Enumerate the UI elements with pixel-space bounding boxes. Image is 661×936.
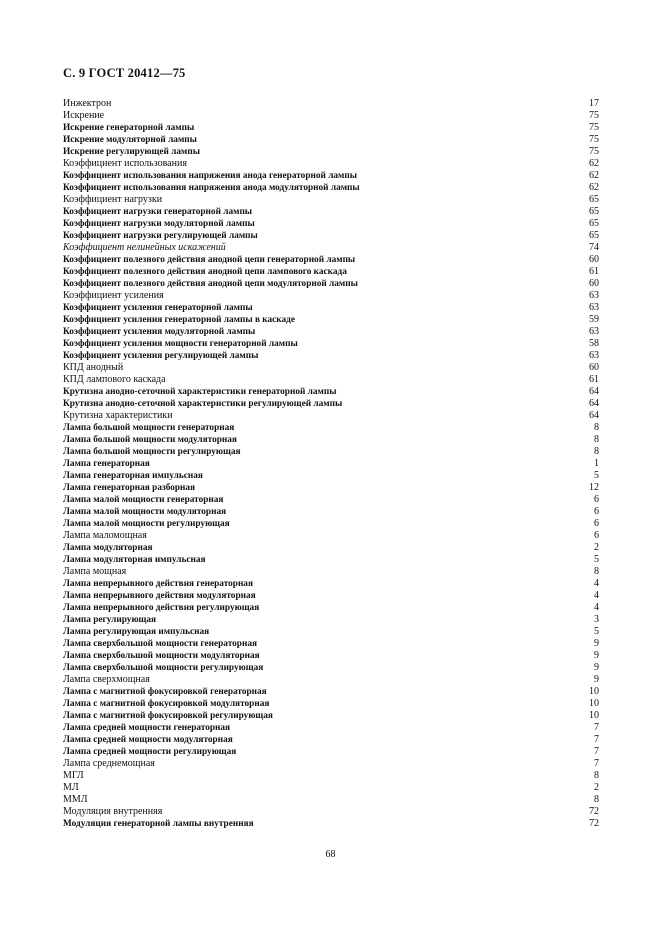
entry-term: Крутизна анодно-сеточной характеристики генераторной лампы bbox=[63, 387, 337, 397]
entry-term: Лампа малой мощности модуляторная bbox=[63, 507, 227, 517]
entry-term: Лампа средней мощности регулирующая bbox=[63, 747, 237, 757]
entry-term: Инжектрон bbox=[63, 98, 112, 109]
entry-page-number: 61 bbox=[589, 266, 599, 277]
entry-page-number: 12 bbox=[589, 482, 599, 493]
entry-page-number: 74 bbox=[589, 242, 599, 253]
index-entry bbox=[63, 110, 599, 122]
entry-page-number: 3 bbox=[594, 614, 599, 625]
entry-page-number: 75 bbox=[589, 110, 599, 121]
entry-page-number: 8 bbox=[594, 434, 599, 445]
index-entry bbox=[63, 362, 599, 374]
index-entry bbox=[63, 530, 599, 542]
index-entry bbox=[63, 278, 599, 290]
entry-page-number: 8 bbox=[594, 566, 599, 577]
index-list bbox=[63, 98, 599, 830]
entry-page-number: 5 bbox=[594, 626, 599, 637]
index-entry bbox=[63, 230, 599, 242]
entry-page-number: 62 bbox=[589, 170, 599, 181]
entry-term: Коэффициент усиления bbox=[63, 290, 164, 301]
entry-page-number: 64 bbox=[589, 410, 599, 421]
entry-page-number: 8 bbox=[594, 770, 599, 781]
index-entry bbox=[63, 638, 599, 650]
index-entry bbox=[63, 674, 599, 686]
index-entry bbox=[63, 290, 599, 302]
entry-page-number: 60 bbox=[589, 362, 599, 373]
entry-term: Коэффициент усиления мощности генераторной лампы bbox=[63, 339, 298, 349]
index-entry bbox=[63, 698, 599, 710]
entry-page-number: 75 bbox=[589, 122, 599, 133]
entry-term: Искрение bbox=[63, 110, 105, 121]
entry-term: Коэффициент нагрузки генераторной лампы bbox=[63, 207, 253, 217]
entry-page-number: 8 bbox=[594, 794, 599, 805]
entry-term: Коэффициент усиления генераторной лампы bbox=[63, 303, 253, 313]
entry-term: Искрение регулирующей лампы bbox=[63, 147, 200, 157]
entry-page-number: 65 bbox=[589, 206, 599, 217]
entry-term: Крутизна анодно-сеточной характеристики регулирующей лампы bbox=[63, 399, 343, 409]
entry-term: Лампа средней мощности генераторная bbox=[63, 723, 231, 733]
entry-page-number: 58 bbox=[589, 338, 599, 349]
entry-term: Лампа сверхбольшой мощности модуляторная bbox=[63, 651, 260, 661]
index-entry bbox=[63, 758, 599, 770]
entry-page-number: 6 bbox=[594, 506, 599, 517]
index-entry bbox=[63, 566, 599, 578]
index-entry bbox=[63, 194, 599, 206]
entry-term: Крутизна характеристики bbox=[63, 410, 173, 421]
entry-page-number: 5 bbox=[594, 470, 599, 481]
entry-term: Лампа сверхмощная bbox=[63, 674, 150, 685]
entry-term: Искрение модуляторной лампы bbox=[63, 135, 197, 145]
entry-page-number: 7 bbox=[594, 734, 599, 745]
entry-page-number: 75 bbox=[589, 134, 599, 145]
entry-page-number: 64 bbox=[589, 386, 599, 397]
index-entry bbox=[63, 710, 599, 722]
entry-term: Лампа модуляторная импульсная bbox=[63, 555, 206, 565]
index-entry bbox=[63, 794, 599, 806]
index-entry bbox=[63, 614, 599, 626]
entry-page-number: 60 bbox=[589, 278, 599, 289]
index-entry bbox=[63, 602, 599, 614]
index-entry bbox=[63, 782, 599, 794]
entry-term: Коэффициент использования напряжения анода генераторной лампы bbox=[63, 171, 358, 181]
index-entry bbox=[63, 746, 599, 758]
entry-page-number: 62 bbox=[589, 182, 599, 193]
entry-term: Лампа непрерывного действия генераторная bbox=[63, 579, 253, 589]
entry-term: Лампа с магнитной фокусировкой модуляторная bbox=[63, 699, 270, 709]
entry-term: Лампа с магнитной фокусировкой регулирующая bbox=[63, 711, 273, 721]
entry-term: ММЛ bbox=[63, 794, 88, 805]
index-entry bbox=[63, 350, 599, 362]
entry-term: Лампа генераторная bbox=[63, 459, 150, 469]
index-entry bbox=[63, 98, 599, 110]
index-entry bbox=[63, 734, 599, 746]
entry-page-number: 2 bbox=[594, 542, 599, 553]
index-entry bbox=[63, 146, 599, 158]
entry-page-number: 10 bbox=[589, 686, 599, 697]
entry-page-number: 60 bbox=[589, 254, 599, 265]
index-entry bbox=[63, 818, 599, 830]
entry-page-number: 59 bbox=[589, 314, 599, 325]
entry-page-number: 63 bbox=[589, 302, 599, 313]
entry-term: Лампа малой мощности генераторная bbox=[63, 495, 224, 505]
entry-page-number: 9 bbox=[594, 650, 599, 661]
entry-page-number: 10 bbox=[589, 698, 599, 709]
index-entry bbox=[63, 554, 599, 566]
index-entry bbox=[63, 590, 599, 602]
index-entry bbox=[63, 626, 599, 638]
index-entry bbox=[63, 254, 599, 266]
entry-page-number: 61 bbox=[589, 374, 599, 385]
entry-term: Коэффициент усиления генераторной лампы в каскаде bbox=[63, 315, 295, 325]
entry-term: Коэффициент нагрузки bbox=[63, 194, 163, 205]
entry-page-number: 63 bbox=[589, 326, 599, 337]
entry-term: Модуляция внутренняя bbox=[63, 806, 163, 817]
index-entry bbox=[63, 482, 599, 494]
entry-term: Модуляция генераторной лампы внутренняя bbox=[63, 819, 254, 829]
index-entry bbox=[63, 338, 599, 350]
index-entry bbox=[63, 170, 599, 182]
index-entry bbox=[63, 134, 599, 146]
entry-term: Лампа генераторная импульсная bbox=[63, 471, 203, 481]
entry-page-number: 7 bbox=[594, 722, 599, 733]
index-entry bbox=[63, 266, 599, 278]
entry-term: Лампа генераторная разборная bbox=[63, 483, 196, 493]
entry-page-number: 8 bbox=[594, 422, 599, 433]
entry-term: МЛ bbox=[63, 782, 79, 793]
entry-page-number: 7 bbox=[594, 758, 599, 769]
index-entry bbox=[63, 686, 599, 698]
entry-term: Лампа большой мощности модуляторная bbox=[63, 435, 237, 445]
entry-page-number: 65 bbox=[589, 230, 599, 241]
entry-term: Коэффициент нагрузки регулирующей лампы bbox=[63, 231, 258, 241]
entry-page-number: 65 bbox=[589, 218, 599, 229]
entry-term: МГЛ bbox=[63, 770, 84, 781]
entry-page-number: 4 bbox=[594, 590, 599, 601]
entry-page-number: 64 bbox=[589, 398, 599, 409]
entry-term: Лампа малой мощности регулирующая bbox=[63, 519, 230, 529]
index-entry bbox=[63, 386, 599, 398]
index-entry bbox=[63, 770, 599, 782]
index-entry bbox=[63, 446, 599, 458]
index-entry bbox=[63, 434, 599, 446]
entry-page-number: 72 bbox=[589, 818, 599, 829]
entry-term: Лампа сверхбольшой мощности регулирующая bbox=[63, 663, 264, 673]
entry-term: Лампа сверхбольшой мощности генераторная bbox=[63, 639, 258, 649]
entry-term: КПД анодный bbox=[63, 362, 124, 373]
index-entry bbox=[63, 122, 599, 134]
index-entry bbox=[63, 302, 599, 314]
entry-term: Коэффициент полезного действия анодной цепи генераторной лампы bbox=[63, 255, 356, 265]
page-header: С. 9 ГОСТ 20412—75 bbox=[63, 66, 186, 80]
entry-page-number: 7 bbox=[594, 746, 599, 757]
entry-term: Лампа модуляторная bbox=[63, 543, 153, 553]
entry-page-number: 10 bbox=[589, 710, 599, 721]
entry-page-number: 8 bbox=[594, 446, 599, 457]
entry-term: Лампа непрерывного действия модуляторная bbox=[63, 591, 256, 601]
entry-page-number: 9 bbox=[594, 662, 599, 673]
entry-term: Коэффициент полезного действия анодной цепи модуляторной лампы bbox=[63, 279, 358, 289]
index-entry bbox=[63, 722, 599, 734]
entry-page-number: 1 bbox=[594, 458, 599, 469]
entry-page-number: 62 bbox=[589, 158, 599, 169]
index-entry bbox=[63, 578, 599, 590]
entry-page-number: 65 bbox=[589, 194, 599, 205]
index-entry bbox=[63, 470, 599, 482]
entry-term: Лампа регулирующая bbox=[63, 615, 157, 625]
index-entry bbox=[63, 458, 599, 470]
index-entry bbox=[63, 410, 599, 422]
entry-page-number: 5 bbox=[594, 554, 599, 565]
entry-term: Лампа маломощная bbox=[63, 530, 147, 541]
entry-page-number: 9 bbox=[594, 674, 599, 685]
index-entry bbox=[63, 518, 599, 530]
index-entry bbox=[63, 662, 599, 674]
index-entry bbox=[63, 422, 599, 434]
entry-term: КПД лампового каскада bbox=[63, 374, 166, 385]
entry-term: Коэффициент использования напряжения анода модуляторной лампы bbox=[63, 183, 360, 193]
entry-page-number: 4 bbox=[594, 578, 599, 589]
index-entry bbox=[63, 326, 599, 338]
entry-term: Лампа среднемощная bbox=[63, 758, 155, 769]
entry-term: Коэффициент усиления модуляторной лампы bbox=[63, 327, 256, 337]
entry-page-number: 63 bbox=[589, 290, 599, 301]
entry-term: Лампа большой мощности регулирующая bbox=[63, 447, 241, 457]
entry-page-number: 63 bbox=[589, 350, 599, 361]
index-entry bbox=[63, 494, 599, 506]
entry-term: Лампа средней мощности модуляторная bbox=[63, 735, 233, 745]
index-entry bbox=[63, 158, 599, 170]
index-entry bbox=[63, 650, 599, 662]
index-entry bbox=[63, 182, 599, 194]
entry-term: Лампа большой мощности генераторная bbox=[63, 423, 235, 433]
entry-page-number: 4 bbox=[594, 602, 599, 613]
index-entry bbox=[63, 806, 599, 818]
index-entry bbox=[63, 314, 599, 326]
index-entry bbox=[63, 506, 599, 518]
page-number: 68 bbox=[325, 849, 336, 860]
entry-term: Лампа регулирующая импульсная bbox=[63, 627, 210, 637]
index-entry bbox=[63, 374, 599, 386]
entry-page-number: 72 bbox=[589, 806, 599, 817]
index-entry bbox=[63, 206, 599, 218]
entry-page-number: 6 bbox=[594, 494, 599, 505]
entry-page-number: 2 bbox=[594, 782, 599, 793]
entry-term: Коэффициент нелинейных искажений bbox=[63, 242, 226, 253]
entry-term: Искрение генераторной лампы bbox=[63, 123, 195, 133]
entry-page-number: 17 bbox=[589, 98, 599, 109]
entry-term: Коэффициент использования bbox=[63, 158, 187, 169]
entry-page-number: 9 bbox=[594, 638, 599, 649]
index-entry bbox=[63, 218, 599, 230]
index-entry bbox=[63, 542, 599, 554]
entry-page-number: 6 bbox=[594, 530, 599, 541]
entry-term: Лампа с магнитной фокусировкой генераторная bbox=[63, 687, 267, 697]
entry-term: Коэффициент нагрузки модуляторной лампы bbox=[63, 219, 255, 229]
entry-page-number: 75 bbox=[589, 146, 599, 157]
entry-term: Лампа непрерывного действия регулирующая bbox=[63, 603, 260, 613]
entry-term: Лампа мощная bbox=[63, 566, 127, 577]
index-entry bbox=[63, 398, 599, 410]
entry-term: Коэффициент усиления регулирующей лампы bbox=[63, 351, 259, 361]
index-entry bbox=[63, 242, 599, 254]
entry-term: Коэффициент полезного действия анодной цепи лампового каскада bbox=[63, 267, 347, 277]
entry-page-number: 6 bbox=[594, 518, 599, 529]
